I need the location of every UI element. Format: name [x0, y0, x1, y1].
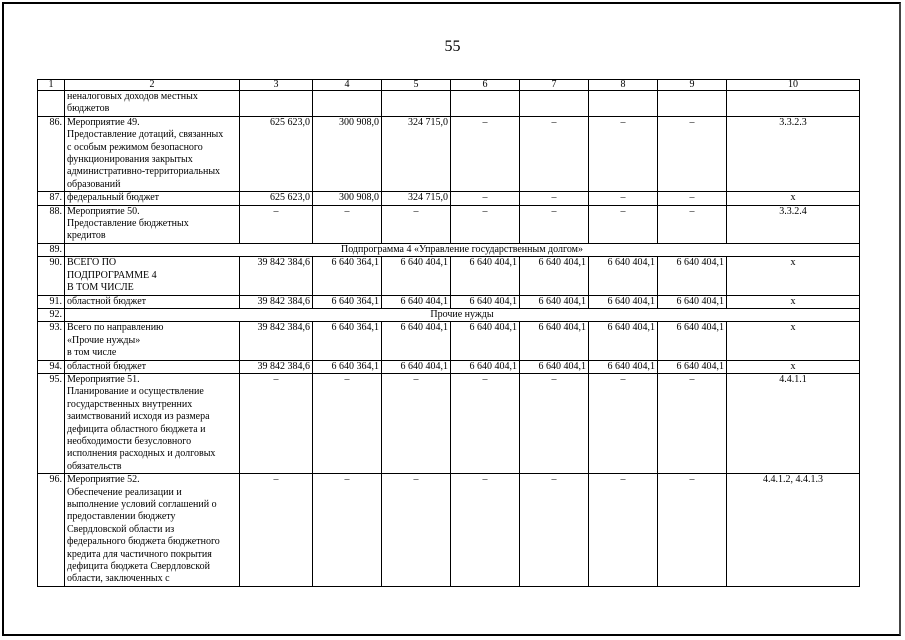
value-cell: –	[451, 205, 520, 243]
row-description	[65, 205, 240, 243]
value-cell: 6 640 404,1	[520, 257, 589, 295]
description-line: В ТОМ ЧИСЛЕ	[67, 282, 134, 294]
value-cell: –	[382, 205, 451, 243]
header-cell: 6	[451, 80, 520, 91]
target-code: 3.3.2.4	[727, 205, 860, 243]
value-cell: –	[658, 116, 727, 191]
row-description	[65, 192, 240, 205]
value-cell: –	[520, 205, 589, 243]
value-cell: 6 640 404,1	[589, 295, 658, 308]
header-cell: 2	[65, 80, 240, 91]
description-line: кредитов	[67, 230, 106, 242]
value-cell: 39 842 384,6	[240, 257, 313, 295]
table-row	[38, 322, 860, 360]
description-line: Планирование и осуществление	[67, 386, 204, 398]
description-line: Свердловской области из	[67, 523, 175, 535]
description-line: бюджетов	[67, 103, 110, 115]
value-cell: 6 640 404,1	[451, 322, 520, 360]
table-row	[38, 91, 860, 117]
description-line: «Прочие нужды»	[67, 334, 141, 346]
description-line: Обеспечение реализации и	[67, 486, 182, 498]
value-cell: –	[451, 192, 520, 205]
target-code: x	[727, 295, 860, 308]
row-number: 86.	[38, 116, 65, 191]
header-cell: 4	[313, 80, 382, 91]
row-number: 96.	[38, 474, 65, 587]
description-line: Мероприятие 51.	[67, 373, 140, 385]
value-cell: –	[520, 192, 589, 205]
target-code: 3.3.2.3	[727, 116, 860, 191]
value-cell	[240, 91, 313, 117]
value-cell: 6 640 364,1	[313, 322, 382, 360]
description-line: федеральный бюджет	[67, 192, 160, 204]
table-header-row	[38, 80, 860, 91]
row-number: 87.	[38, 192, 65, 205]
description-line: дефицита бюджета Свердловской	[67, 561, 210, 573]
description-line: Мероприятие 50.	[67, 205, 140, 217]
value-cell: 6 640 364,1	[313, 257, 382, 295]
value-cell	[313, 91, 382, 117]
value-cell: 300 908,0	[313, 116, 382, 191]
value-cell: –	[658, 474, 727, 587]
description-line: областной бюджет	[67, 295, 147, 307]
row-number: 92.	[38, 308, 65, 321]
description-line: Мероприятие 49.	[67, 116, 140, 128]
value-cell: –	[451, 373, 520, 473]
table-row	[38, 373, 860, 473]
description-line: административно-территориальных	[67, 166, 221, 178]
value-cell: –	[313, 373, 382, 473]
page-number: 55	[444, 38, 461, 55]
value-cell	[382, 91, 451, 117]
header-cell: 7	[520, 80, 589, 91]
value-cell: 6 640 404,1	[382, 295, 451, 308]
value-cell: 6 640 404,1	[520, 360, 589, 373]
value-cell: –	[240, 205, 313, 243]
target-code: x	[727, 192, 860, 205]
value-cell: 39 842 384,6	[240, 360, 313, 373]
row-number: 90.	[38, 257, 65, 295]
description-line: заимствований исходя из размера	[67, 411, 210, 423]
header-cell: 3	[240, 80, 313, 91]
value-cell: 6 640 404,1	[520, 295, 589, 308]
value-cell: 39 842 384,6	[240, 295, 313, 308]
description-line: области, заключенных с	[67, 573, 170, 585]
target-code: x	[727, 257, 860, 295]
description-line: ВСЕГО ПО	[67, 257, 117, 269]
row-description	[65, 295, 240, 308]
value-cell: 39 842 384,6	[240, 322, 313, 360]
description-line: исполнения расходных и долговых	[67, 448, 216, 460]
row-description	[65, 360, 240, 373]
table-row	[38, 257, 860, 295]
row-description	[65, 257, 240, 295]
table-row	[38, 116, 860, 191]
value-cell: –	[589, 205, 658, 243]
row-number: 91.	[38, 295, 65, 308]
description-line: Мероприятие 52.	[67, 474, 140, 486]
value-cell: 6 640 404,1	[382, 360, 451, 373]
value-cell	[520, 91, 589, 117]
table-row	[38, 192, 860, 205]
value-cell: 625 623,0	[240, 192, 313, 205]
value-cell	[589, 91, 658, 117]
value-cell: 6 640 404,1	[451, 360, 520, 373]
description-line: выполнение условий соглашений о	[67, 499, 217, 510]
value-cell: –	[589, 192, 658, 205]
description-line: Всего по направлению	[67, 322, 164, 334]
value-cell: –	[520, 373, 589, 473]
value-cell: –	[451, 116, 520, 191]
value-cell: –	[658, 373, 727, 473]
description-line: государственных внутренних	[67, 398, 193, 410]
header-cell: 8	[589, 80, 658, 91]
table-row	[38, 308, 860, 321]
value-cell: –	[658, 192, 727, 205]
value-cell	[658, 91, 727, 117]
budget-table	[37, 79, 860, 587]
target-code: 4.4.1.1	[727, 373, 860, 473]
table-row	[38, 360, 860, 373]
section-heading: Подпрограмма 4 «Управление государственным долгом»	[65, 243, 860, 256]
row-description	[65, 322, 240, 360]
description-line: кредита для частичного покрытия	[67, 548, 212, 560]
value-cell: –	[451, 474, 520, 587]
value-cell: 6 640 404,1	[589, 257, 658, 295]
value-cell: –	[313, 205, 382, 243]
value-cell: –	[520, 116, 589, 191]
header-cell: 10	[727, 80, 860, 91]
row-number: 93.	[38, 322, 65, 360]
row-description	[65, 474, 240, 587]
value-cell: 6 640 404,1	[658, 322, 727, 360]
description-line: обязательств	[67, 460, 122, 472]
value-cell: 6 640 404,1	[589, 360, 658, 373]
description-line: с особым режимом безопасного	[67, 141, 203, 153]
header-cell: 1	[38, 80, 65, 91]
row-description	[65, 373, 240, 473]
value-cell: 6 640 404,1	[382, 322, 451, 360]
value-cell: –	[520, 474, 589, 587]
description-line: в том числе	[67, 347, 117, 359]
row-number: 95.	[38, 373, 65, 473]
value-cell: –	[313, 474, 382, 587]
value-cell: –	[658, 205, 727, 243]
value-cell: –	[589, 373, 658, 473]
value-cell: –	[589, 474, 658, 587]
table-row	[38, 295, 860, 308]
value-cell: 6 640 404,1	[451, 257, 520, 295]
value-cell: 6 640 404,1	[658, 360, 727, 373]
target-code: x	[727, 322, 860, 360]
value-cell	[451, 91, 520, 117]
description-line: ПОДПРОГРАММЕ 4	[67, 269, 157, 281]
description-line: дефицита областного бюджета и	[67, 423, 206, 435]
value-cell: 6 640 364,1	[313, 360, 382, 373]
value-cell: –	[589, 116, 658, 191]
header-cell: 9	[658, 80, 727, 91]
row-number: 89.	[38, 243, 65, 256]
description-line: Предоставление бюджетных	[67, 218, 189, 230]
value-cell: –	[240, 373, 313, 473]
description-line: образований	[67, 178, 121, 190]
value-cell: 6 640 404,1	[382, 257, 451, 295]
row-number: 94.	[38, 360, 65, 373]
target-code	[727, 91, 860, 117]
target-code: 4.4.1.2, 4.4.1.3	[727, 474, 860, 587]
value-cell: 625 623,0	[240, 116, 313, 191]
value-cell: 6 640 404,1	[451, 295, 520, 308]
value-cell: –	[382, 474, 451, 587]
row-number: 88.	[38, 205, 65, 243]
value-cell: 324 715,0	[382, 192, 451, 205]
value-cell: 6 640 404,1	[658, 295, 727, 308]
table-row	[38, 243, 860, 256]
header-cell: 5	[382, 80, 451, 91]
value-cell: 300 908,0	[313, 192, 382, 205]
value-cell: –	[240, 474, 313, 587]
table-row	[38, 205, 860, 243]
row-description	[65, 91, 240, 117]
value-cell: 6 640 404,1	[589, 322, 658, 360]
value-cell: 324 715,0	[382, 116, 451, 191]
description-line: функционирования закрытых	[67, 154, 193, 166]
description-line: предоставлении бюджету	[67, 511, 176, 523]
description-line: областной бюджет	[67, 360, 147, 372]
value-cell: 6 640 404,1	[520, 322, 589, 360]
description-line: неналоговых доходов местных	[67, 91, 198, 102]
row-number	[38, 91, 65, 117]
value-cell: –	[382, 373, 451, 473]
target-code: x	[727, 360, 860, 373]
description-line: Предоставление дотаций, связанных	[67, 129, 224, 141]
description-line: необходимости безусловного	[67, 435, 192, 447]
value-cell: 6 640 404,1	[658, 257, 727, 295]
value-cell: 6 640 364,1	[313, 295, 382, 308]
section-heading: Прочие нужды	[65, 308, 860, 321]
row-description	[65, 116, 240, 191]
description-line: федерального бюджета бюджетного	[67, 536, 220, 548]
table-row	[38, 474, 860, 587]
